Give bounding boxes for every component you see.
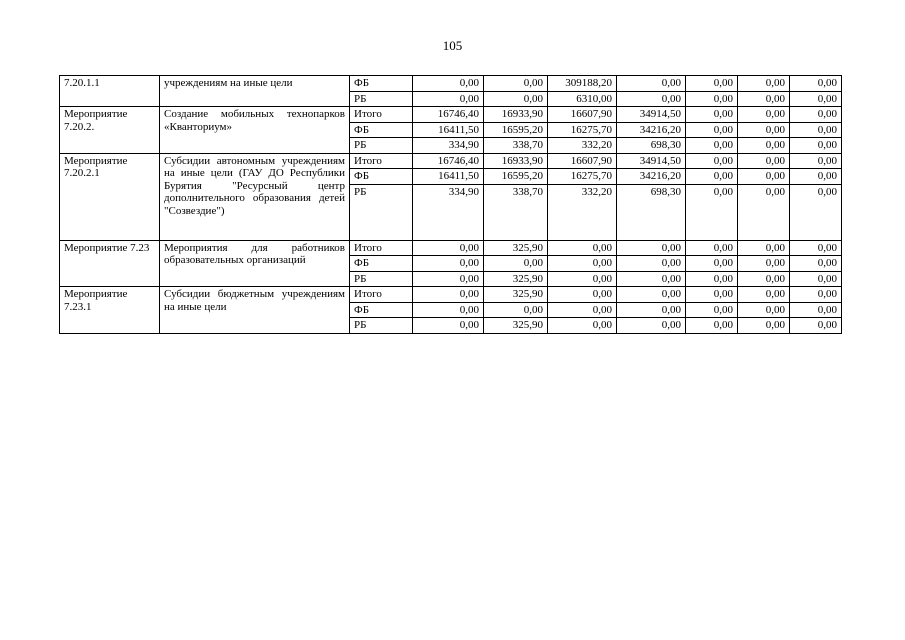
value-cell: 16607,90 (548, 153, 617, 169)
value-cell: 0,00 (790, 122, 842, 138)
value-cell: 0,00 (790, 184, 842, 240)
funding-source: Итого (350, 287, 413, 303)
table-row (60, 107, 842, 123)
value-cell: 0,00 (413, 287, 484, 303)
value-cell: 0,00 (686, 169, 738, 185)
value-cell: 0,00 (790, 169, 842, 185)
value-cell: 0,00 (738, 138, 790, 154)
value-cell: 0,00 (548, 240, 617, 256)
value-cell: 0,00 (413, 271, 484, 287)
value-cell: 0,00 (686, 153, 738, 169)
value-cell: 698,30 (617, 138, 686, 154)
value-cell: 338,70 (484, 138, 548, 154)
budget-table (59, 75, 842, 334)
value-cell: 0,00 (790, 91, 842, 107)
activity-name: Создание мобильных технопарков «Кванториум» (160, 107, 350, 154)
value-cell: 0,00 (738, 271, 790, 287)
value-cell: 0,00 (738, 287, 790, 303)
funding-source: РБ (350, 318, 413, 334)
value-cell: 0,00 (790, 107, 842, 123)
value-cell: 0,00 (738, 76, 790, 92)
value-cell: 0,00 (413, 240, 484, 256)
activity-code: 7.20.1.1 (60, 76, 160, 107)
value-cell: 0,00 (790, 240, 842, 256)
value-cell: 0,00 (413, 256, 484, 272)
value-cell: 0,00 (738, 240, 790, 256)
activity-code: Мероприятие 7.20.2.1 (60, 153, 160, 240)
value-cell: 0,00 (790, 256, 842, 272)
funding-source: РБ (350, 184, 413, 240)
value-cell: 34216,20 (617, 122, 686, 138)
value-cell: 0,00 (548, 302, 617, 318)
funding-source: РБ (350, 271, 413, 287)
value-cell: 0,00 (686, 107, 738, 123)
funding-source: Итого (350, 107, 413, 123)
value-cell: 0,00 (738, 169, 790, 185)
value-cell: 332,20 (548, 184, 617, 240)
value-cell: 332,20 (548, 138, 617, 154)
activity-name: Субсидии бюджетным учреждениям на иные цели (160, 287, 350, 334)
funding-source: ФБ (350, 122, 413, 138)
funding-source: ФБ (350, 76, 413, 92)
value-cell: 16595,20 (484, 169, 548, 185)
value-cell: 0,00 (686, 138, 738, 154)
value-cell: 0,00 (484, 76, 548, 92)
funding-source: ФБ (350, 256, 413, 272)
value-cell: 0,00 (686, 240, 738, 256)
value-cell: 16607,90 (548, 107, 617, 123)
value-cell: 334,90 (413, 138, 484, 154)
activity-code: Мероприятие 7.20.2. (60, 107, 160, 154)
value-cell: 325,90 (484, 240, 548, 256)
value-cell: 0,00 (790, 138, 842, 154)
funding-source: РБ (350, 91, 413, 107)
value-cell: 0,00 (686, 91, 738, 107)
value-cell: 34914,50 (617, 107, 686, 123)
value-cell: 309188,20 (548, 76, 617, 92)
value-cell: 698,30 (617, 184, 686, 240)
value-cell: 0,00 (686, 122, 738, 138)
activity-code: Мероприятие 7.23 (60, 240, 160, 287)
activity-name: Мероприятия для работников образовательных организаций (160, 240, 350, 287)
value-cell: 34914,50 (617, 153, 686, 169)
table-row (60, 153, 842, 169)
value-cell: 0,00 (790, 153, 842, 169)
value-cell: 0,00 (617, 271, 686, 287)
value-cell: 0,00 (686, 76, 738, 92)
value-cell: 0,00 (738, 153, 790, 169)
value-cell: 325,90 (484, 287, 548, 303)
value-cell: 0,00 (738, 122, 790, 138)
value-cell: 0,00 (738, 107, 790, 123)
value-cell: 0,00 (413, 302, 484, 318)
activity-name: учреждениям на иные цели (160, 76, 350, 107)
value-cell: 0,00 (738, 256, 790, 272)
value-cell: 0,00 (686, 287, 738, 303)
value-cell: 0,00 (738, 302, 790, 318)
value-cell: 16275,70 (548, 169, 617, 185)
value-cell: 325,90 (484, 271, 548, 287)
funding-source: Итого (350, 153, 413, 169)
value-cell: 0,00 (738, 318, 790, 334)
value-cell: 0,00 (738, 184, 790, 240)
value-cell: 0,00 (617, 302, 686, 318)
table-row (60, 240, 842, 256)
value-cell: 0,00 (790, 271, 842, 287)
value-cell: 0,00 (686, 256, 738, 272)
value-cell: 0,00 (686, 184, 738, 240)
funding-source: РБ (350, 138, 413, 154)
value-cell: 16595,20 (484, 122, 548, 138)
value-cell: 16275,70 (548, 122, 617, 138)
value-cell: 0,00 (790, 76, 842, 92)
value-cell: 0,00 (617, 256, 686, 272)
funding-source: ФБ (350, 169, 413, 185)
value-cell: 6310,00 (548, 91, 617, 107)
value-cell: 16746,40 (413, 107, 484, 123)
funding-source: ФБ (350, 302, 413, 318)
page-number: 105 (442, 38, 463, 53)
value-cell: 0,00 (484, 256, 548, 272)
value-cell: 0,00 (413, 91, 484, 107)
funding-source: Итого (350, 240, 413, 256)
value-cell: 16933,90 (484, 153, 548, 169)
value-cell: 325,90 (484, 318, 548, 334)
value-cell: 0,00 (738, 91, 790, 107)
value-cell: 0,00 (617, 76, 686, 92)
activity-name: Субсидии автономным учреждениям на иные цели (ГАУ ДО Республики Бурятия "Ресурсный центр дополнительного образования детей "Созвездие") (160, 153, 350, 240)
value-cell: 0,00 (548, 318, 617, 334)
value-cell: 0,00 (548, 287, 617, 303)
value-cell: 0,00 (617, 91, 686, 107)
value-cell: 334,90 (413, 184, 484, 240)
value-cell: 0,00 (617, 318, 686, 334)
value-cell: 0,00 (790, 302, 842, 318)
value-cell: 16411,50 (413, 122, 484, 138)
table-row (60, 76, 842, 92)
value-cell: 0,00 (790, 287, 842, 303)
value-cell: 0,00 (686, 318, 738, 334)
value-cell: 0,00 (484, 91, 548, 107)
value-cell: 0,00 (617, 240, 686, 256)
value-cell: 16933,90 (484, 107, 548, 123)
table-row (60, 287, 842, 303)
value-cell: 16746,40 (413, 153, 484, 169)
value-cell: 0,00 (686, 271, 738, 287)
value-cell: 34216,20 (617, 169, 686, 185)
value-cell: 0,00 (617, 287, 686, 303)
activity-code: Мероприятие 7.23.1 (60, 287, 160, 334)
value-cell: 0,00 (686, 302, 738, 318)
value-cell: 0,00 (790, 318, 842, 334)
value-cell: 0,00 (548, 271, 617, 287)
value-cell: 16411,50 (413, 169, 484, 185)
value-cell: 0,00 (548, 256, 617, 272)
value-cell: 338,70 (484, 184, 548, 240)
value-cell: 0,00 (484, 302, 548, 318)
value-cell: 0,00 (413, 318, 484, 334)
value-cell: 0,00 (413, 76, 484, 92)
